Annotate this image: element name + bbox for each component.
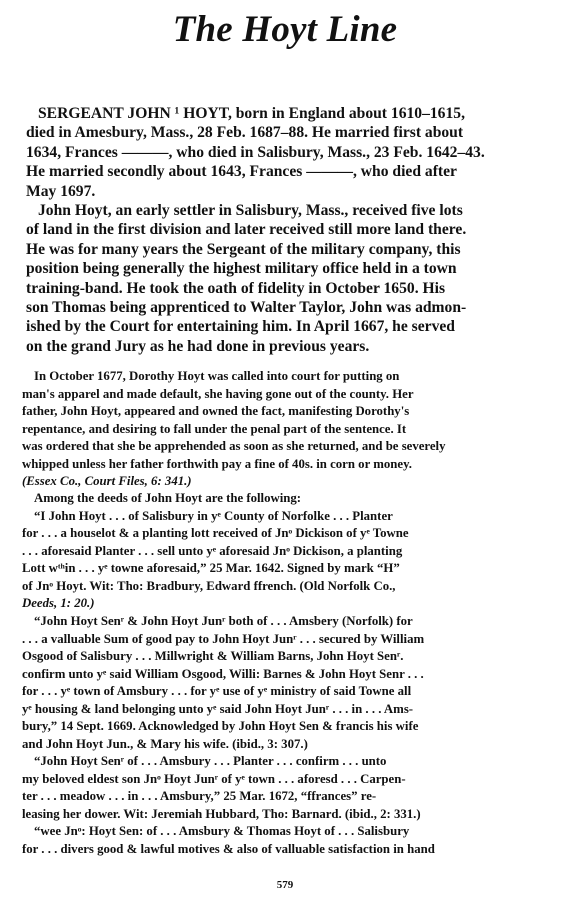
text-line: John Hoyt, an early settler in Salisbury, Mass., received five lots — [38, 202, 463, 219]
text-line: was ordered that she be apprehended as soon as she returned, and be severely — [22, 439, 446, 453]
text-line: 1634, Frances ———, who died in Salisbury, Mass., 23 Feb. 1642–43. — [26, 143, 485, 161]
text-line: ter . . . meadow . . . in . . . Amsbury,” 25 Mar. 1672, “ffrances” re- — [22, 789, 377, 803]
text-line: died in Amesbury, Mass., 28 Feb. 1687–88. He married first about — [26, 124, 464, 142]
text-line: confirm unto yᵉ said William Osgood, Willi: Barnes & John Hoyt Senr . . . — [22, 666, 424, 681]
text-line: son Thomas being apprenticed to Walter Taylor, John was admon- — [26, 299, 467, 317]
paragraph-deeds-1 — [22, 490, 552, 613]
text-line: . . . a valluable Sum of good pay to John Hoyt Junʳ . . . secured by William — [22, 631, 425, 646]
text-line: “I John Hoyt . . . of Salisbury in yᵉ County of Norfolke . . . Planter — [34, 508, 393, 523]
text-line: In October 1677, Dorothy Hoyt was called into court for putting on — [34, 369, 400, 383]
text-line: for . . . divers good & lawful motives & also of valluable satisfaction in hand — [22, 841, 435, 856]
citation-line: Deeds, 1: 20.) — [22, 596, 95, 610]
paragraph-intro — [26, 104, 556, 201]
text-line: He was for many years the Sergeant of the military company, this — [26, 240, 461, 258]
text-line: training-band. He took the oath of fidelity in October 1650. His — [26, 279, 446, 297]
paragraph-deeds-3 — [22, 753, 552, 858]
page-number: 579 — [276, 879, 294, 891]
text-line: my beloved eldest son Jnᵒ Hoyt Junʳ of yᵉ town . . . aforesd . . . Carpen- — [22, 771, 406, 786]
text-line: for . . . yᵉ town of Amsbury . . . for yᵉ use of yᵉ ministry of said Towne all — [22, 684, 412, 698]
text-line: Among the deeds of John Hoyt are the following: — [34, 491, 302, 505]
text-line: “John Hoyt Senʳ & John Hoyt Junʳ both of . . . Amsbery (Norfolk) for — [34, 614, 413, 628]
text-line: SERGEANT JOHN ¹ HOYT, born in England about 1610–1615, — [38, 105, 465, 122]
text-line: for . . . a houselot & a planting lott received of Jnᵒ Dickison of yᵉ Towne — [22, 526, 409, 540]
text-line: May 1697. — [26, 182, 96, 200]
text-line: bury,” 14 Sept. 1669. Acknowledged by John Hoyt Sen & francis his wife — [22, 719, 419, 733]
page-title: The Hoyt Line — [172, 9, 398, 50]
text-line: . . . aforesaid Planter . . . sell unto yᵉ aforesaid Jnᵒ Dickison, a planting — [22, 543, 403, 558]
paragraph-biography — [26, 201, 556, 356]
text-line: leasing her dower. Wit: Jeremiah Hubbard, Tho: Barnard. (ibid., 2: 331.) — [22, 806, 421, 821]
text-line: on the grand Jury as he had done in previous years. — [26, 337, 370, 355]
text-line: Osgood of Salisbury . . . Millwright & William Barns, John Hoyt Senʳ. — [22, 649, 404, 663]
text-line: repentance, and desiring to fall under the penal part of the sentence. It — [22, 421, 407, 436]
text-line: man's apparel and made default, she having gone out of the county. Her — [22, 386, 414, 401]
paragraph-deeds-2 — [22, 613, 552, 753]
text-line: father, John Hoyt, appeared and owned the fact, manifesting Dorothy's — [22, 404, 410, 418]
paragraph-dorothy — [22, 368, 552, 491]
text-line: position being generally the highest military office held in a town — [26, 260, 457, 278]
text-line: whipped unless her father forthwith pay a fine of 40s. in corn or money. — [22, 456, 412, 471]
text-line: of land in the first division and later received still more land there. — [26, 221, 467, 239]
text-line: “John Hoyt Senʳ of . . . Amsbury . . . Planter . . . confirm . . . unto — [34, 754, 387, 768]
text-line: ished by the Court for entertaining him. In April 1667, he served — [26, 318, 455, 336]
text-line: of Jnᵒ Hoyt. Wit: Tho: Bradbury, Edward ffrench. (Old Norfolk Co., — [22, 578, 396, 593]
text-line: He married secondly about 1643, Frances ———, who died after — [26, 163, 457, 181]
text-line: and John Hoyt Jun., & Mary his wife. (ibid., 3: 307.) — [22, 736, 308, 751]
citation-line: (Essex Co., Court Files, 6: 341.) — [22, 474, 192, 488]
text-line: yᵉ housing & land belonging unto yᵉ said John Hoyt Junʳ . . . in . . . Ams- — [22, 701, 414, 716]
text-line: “wee Jnᵒ: Hoyt Sen: of . . . Amsbury & Thomas Hoyt of . . . Salisbury — [34, 824, 410, 838]
text-line: Lott wᵗʰin . . . yᵉ towne aforesaid,” 25 Mar. 1642. Signed by mark “H” — [22, 561, 400, 575]
